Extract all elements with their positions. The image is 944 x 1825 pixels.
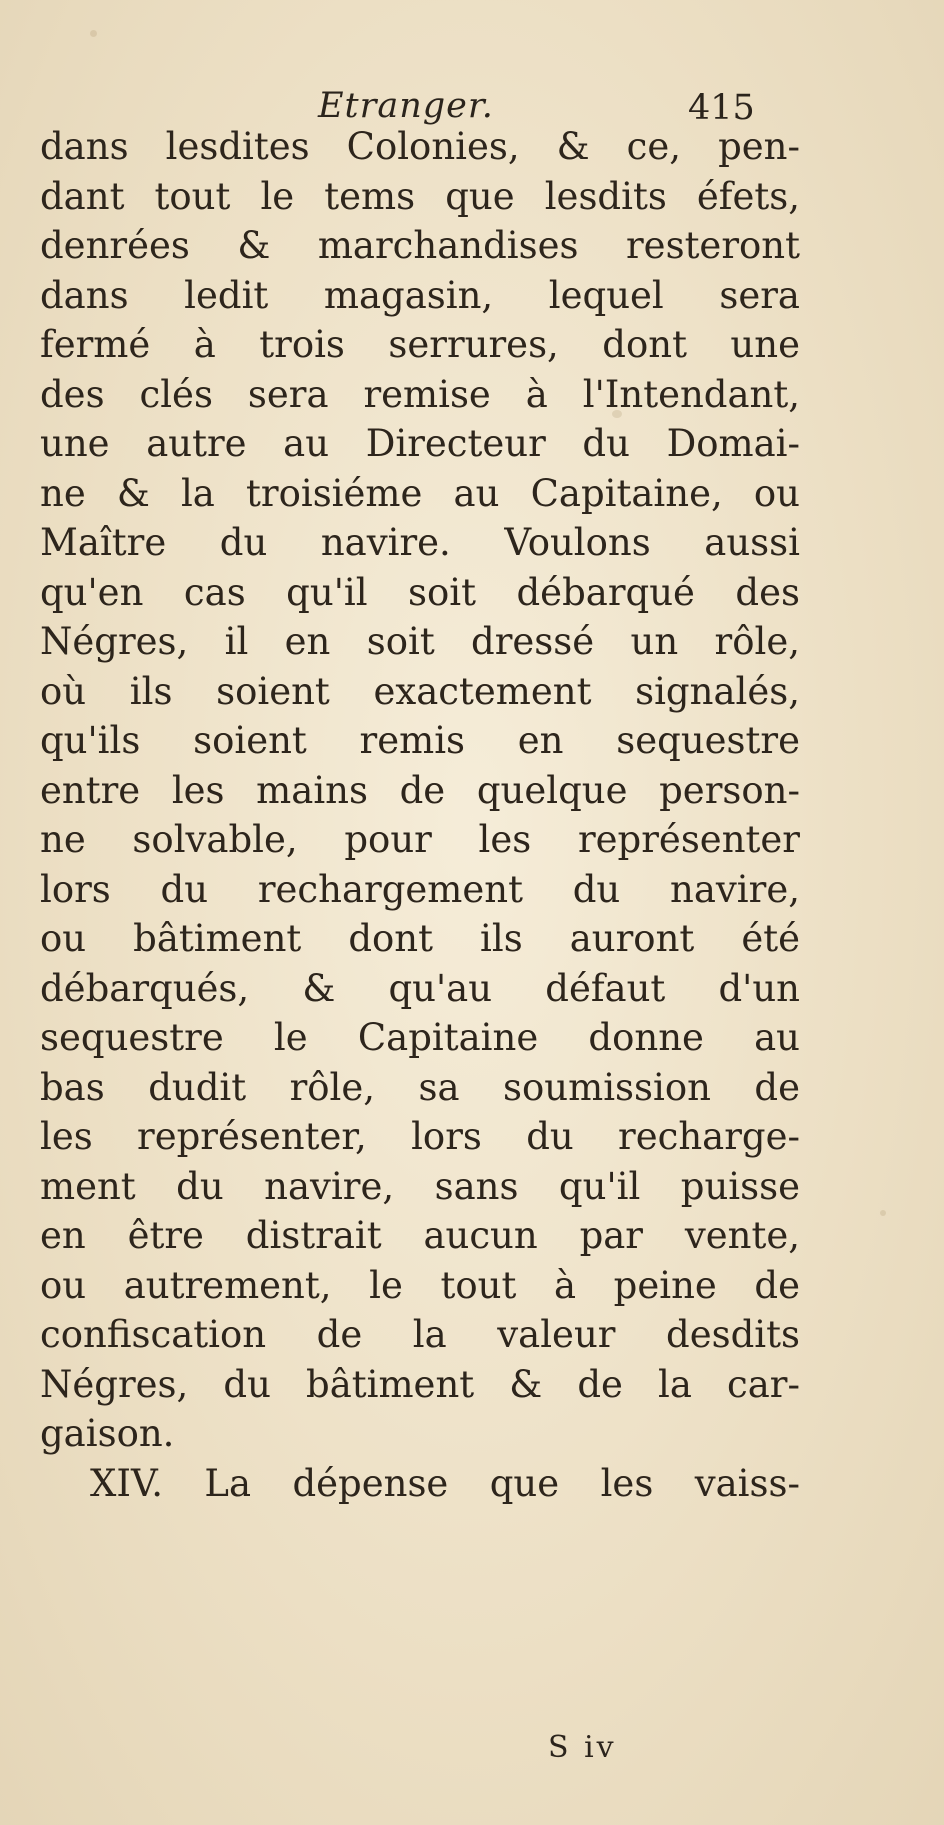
paper-stain: [90, 30, 97, 37]
text-line: denrées & marchandises resteront: [40, 224, 800, 267]
text-line: gaison.: [40, 1412, 175, 1455]
text-line: ne solvable, pour les représenter: [40, 818, 800, 861]
text-line: Négres, du bâtiment & de la car-: [40, 1362, 800, 1406]
text-line: en être distrait aucun par vente,: [40, 1214, 800, 1257]
page-number: 415: [688, 88, 755, 128]
text-line: confiscation de la valeur desdits: [40, 1313, 800, 1356]
text-line: des clés sera remise à l'Intendant,: [40, 372, 800, 416]
text-line: qu'ils soient remis en sequestre: [40, 719, 800, 762]
text-line: entre les mains de quelque person-: [40, 768, 800, 812]
signature-mark: S iv: [548, 1730, 617, 1765]
text-line: qu'en cas qu'il soit débarqué des: [40, 570, 800, 614]
text-line: fermé à trois serrures, dont une: [40, 323, 800, 366]
article-heading-line: XIV. La dépense que les vaiss-: [90, 1461, 800, 1505]
text-line: où ils soient exactement signalés,: [40, 669, 800, 713]
text-line: les représenter, lors du recharge-: [40, 1115, 800, 1158]
text-line: Négres, il en soit dressé un rôle,: [40, 620, 800, 663]
running-title: Etranger.: [318, 86, 494, 126]
text-line: ou autrement, le tout à peine de: [40, 1263, 800, 1307]
text-line: débarqués, & qu'au défaut d'un: [40, 966, 800, 1010]
text-line: bas dudit rôle, sa soumission de: [40, 1065, 800, 1109]
text-line: dans lesdites Colonies, & ce, pen-: [40, 125, 800, 168]
text-line: ou bâtiment dont ils auront été: [40, 917, 800, 960]
text-line: dans ledit magasin, lequel sera: [40, 273, 800, 317]
body-text: [40, 122, 800, 1508]
text-line: ment du navire, sans qu'il puisse: [40, 1164, 800, 1208]
text-line: ne & la troisiéme au Capitaine, ou: [40, 471, 800, 515]
text-line: Maître du navire. Voulons aussi: [40, 521, 800, 564]
paper-stain: [880, 1210, 886, 1216]
text-line: sequestre le Capitaine donne au: [40, 1016, 800, 1059]
text-line: dant tout le tems que lesdits éfets,: [40, 174, 800, 218]
text-line: lors du rechargement du navire,: [40, 867, 800, 911]
text-line: une autre au Directeur du Domai-: [40, 422, 800, 465]
